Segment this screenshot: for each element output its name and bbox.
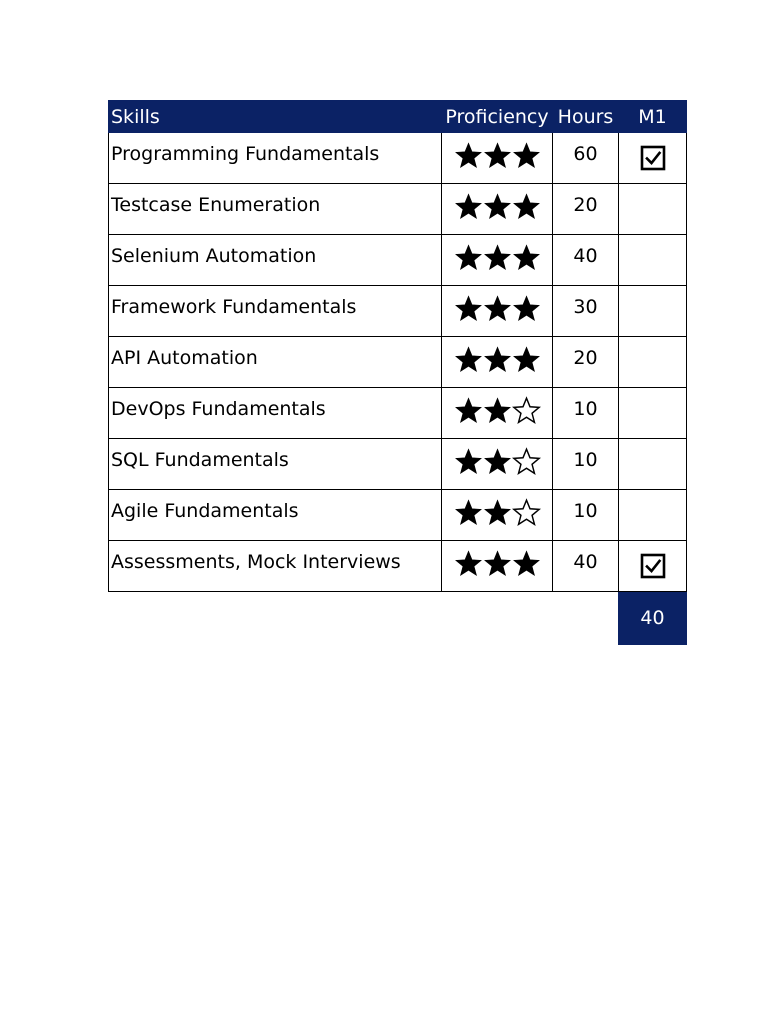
- skill-name: SQL Fundamentals: [109, 439, 442, 490]
- filled-star-icon: [454, 498, 483, 527]
- hours-value: 10: [553, 388, 619, 439]
- filled-star-icon: [512, 141, 541, 170]
- m1-cell: [619, 439, 687, 490]
- proficiency-rating: [442, 235, 553, 286]
- filled-star-icon: [483, 549, 512, 578]
- header-proficiency: Proficiency: [442, 101, 553, 133]
- table-footer: [109, 592, 687, 645]
- empty-star-icon: [512, 396, 541, 425]
- filled-star-icon: [483, 345, 512, 374]
- m1-cell: [619, 184, 687, 235]
- filled-star-icon: [512, 243, 541, 272]
- table-row: [109, 388, 687, 439]
- empty-star-icon: [512, 447, 541, 476]
- empty-star-icon: [512, 498, 541, 527]
- hours-value: 20: [553, 337, 619, 388]
- filled-star-icon: [454, 141, 483, 170]
- m1-cell: [619, 541, 687, 592]
- m1-cell: [619, 490, 687, 541]
- filled-star-icon: [454, 294, 483, 323]
- filled-star-icon: [483, 396, 512, 425]
- filled-star-icon: [454, 396, 483, 425]
- hours-value: 20: [553, 184, 619, 235]
- m1-cell: [619, 235, 687, 286]
- hours-value: 40: [553, 235, 619, 286]
- header-hours: Hours: [553, 101, 619, 133]
- table-row: [109, 541, 687, 592]
- table-body: [109, 133, 687, 592]
- star-rating: [454, 141, 541, 170]
- filled-star-icon: [483, 498, 512, 527]
- star-rating: [454, 243, 541, 272]
- total-spacer: [109, 592, 619, 645]
- hours-value: 60: [553, 133, 619, 184]
- table-row: [109, 235, 687, 286]
- skill-name: Testcase Enumeration: [109, 184, 442, 235]
- skill-name: DevOps Fundamentals: [109, 388, 442, 439]
- skills-sheet: [108, 100, 686, 645]
- star-rating: [454, 549, 541, 578]
- m1-cell: [619, 337, 687, 388]
- checked-box-icon: [640, 145, 666, 171]
- skill-name: Assessments, Mock Interviews: [109, 541, 442, 592]
- filled-star-icon: [512, 294, 541, 323]
- filled-star-icon: [483, 141, 512, 170]
- hours-value: 40: [553, 541, 619, 592]
- m1-total-hours: 40: [619, 592, 687, 645]
- filled-star-icon: [454, 192, 483, 221]
- m1-cell: [619, 133, 687, 184]
- star-rating: [454, 345, 541, 374]
- filled-star-icon: [454, 243, 483, 272]
- star-rating: [454, 396, 541, 425]
- table-row: [109, 133, 687, 184]
- hours-value: 30: [553, 286, 619, 337]
- table-row: [109, 184, 687, 235]
- skill-name: Framework Fundamentals: [109, 286, 442, 337]
- proficiency-rating: [442, 286, 553, 337]
- filled-star-icon: [483, 243, 512, 272]
- filled-star-icon: [454, 345, 483, 374]
- filled-star-icon: [512, 192, 541, 221]
- m1-cell: [619, 388, 687, 439]
- m1-cell: [619, 286, 687, 337]
- proficiency-rating: [442, 490, 553, 541]
- skills-table: [108, 100, 687, 645]
- skill-name: Agile Fundamentals: [109, 490, 442, 541]
- proficiency-rating: [442, 541, 553, 592]
- checked-box-icon: [640, 553, 666, 579]
- hours-value: 10: [553, 439, 619, 490]
- proficiency-rating: [442, 184, 553, 235]
- skill-name: Programming Fundamentals: [109, 133, 442, 184]
- skill-name: API Automation: [109, 337, 442, 388]
- proficiency-rating: [442, 337, 553, 388]
- header-skills: Skills: [109, 101, 442, 133]
- hours-value: 10: [553, 490, 619, 541]
- filled-star-icon: [454, 447, 483, 476]
- filled-star-icon: [483, 447, 512, 476]
- filled-star-icon: [454, 549, 483, 578]
- proficiency-rating: [442, 388, 553, 439]
- table-header: [109, 101, 687, 133]
- table-row: [109, 439, 687, 490]
- table-row: [109, 337, 687, 388]
- header-m1: M1: [619, 101, 687, 133]
- star-rating: [454, 447, 541, 476]
- filled-star-icon: [512, 345, 541, 374]
- star-rating: [454, 498, 541, 527]
- table-row: [109, 490, 687, 541]
- proficiency-rating: [442, 133, 553, 184]
- star-rating: [454, 192, 541, 221]
- filled-star-icon: [483, 192, 512, 221]
- filled-star-icon: [512, 549, 541, 578]
- total-row: [109, 592, 687, 645]
- proficiency-rating: [442, 439, 553, 490]
- star-rating: [454, 294, 541, 323]
- filled-star-icon: [483, 294, 512, 323]
- skill-name: Selenium Automation: [109, 235, 442, 286]
- table-row: [109, 286, 687, 337]
- header-row: [109, 101, 687, 133]
